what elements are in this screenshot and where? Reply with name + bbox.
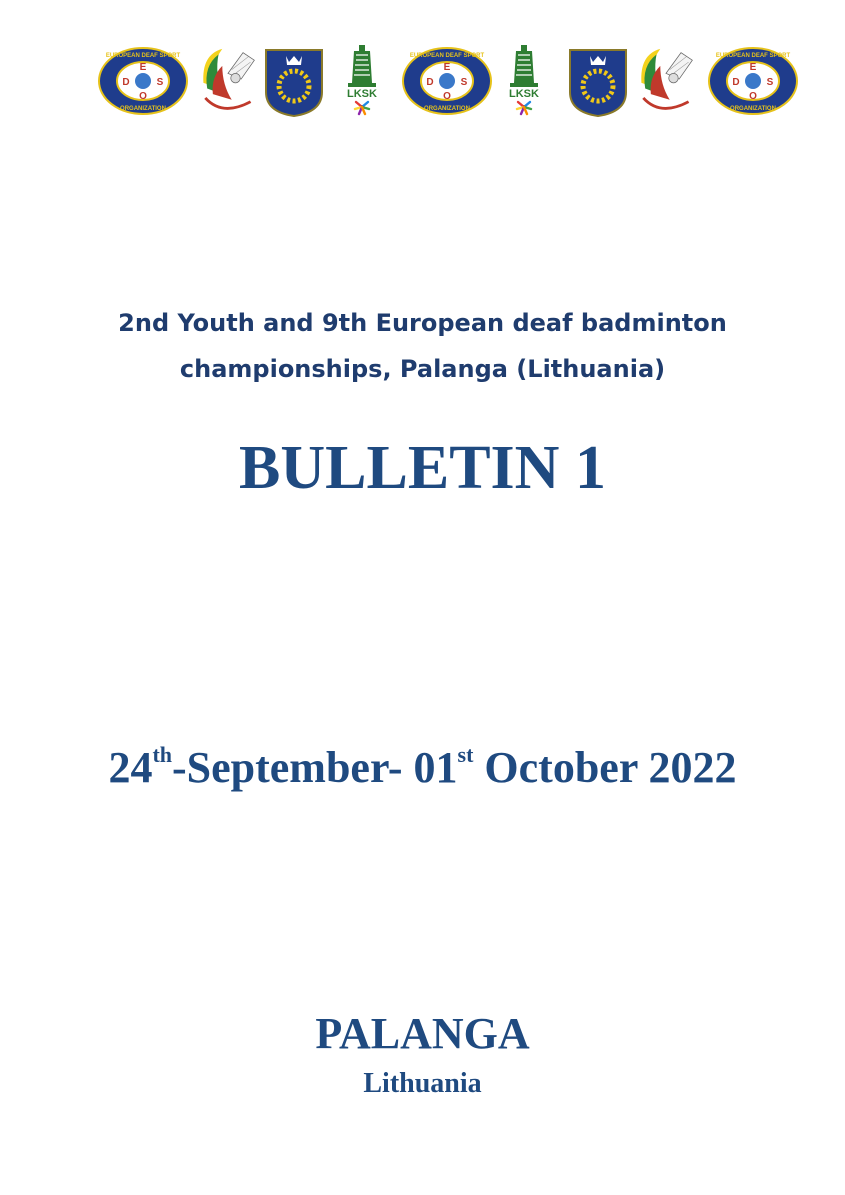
badminton-shuttle-logo (632, 44, 698, 116)
crown-shield-logo (568, 46, 628, 118)
bulletin-title: BULLETIN 1 (239, 434, 606, 502)
location-country: Lithuania (363, 1068, 482, 1099)
event-subtitle (0, 300, 845, 392)
edso-logo (402, 46, 492, 116)
subtitle-line-2: championships, Palanga (Lithuania) (179, 355, 666, 383)
edso-logo (708, 46, 798, 116)
end-day-suffix: st (457, 742, 474, 767)
start-day: 24 (108, 743, 153, 792)
event-dates (0, 738, 845, 798)
crown-shield-logo (264, 46, 324, 118)
lksk-logo (340, 42, 384, 116)
subtitle-line-1: 2nd Youth and 9th European deaf badminton (118, 309, 727, 337)
logo-strip (98, 42, 798, 120)
start-day-suffix: th (152, 742, 172, 767)
dates-middle: -September- 01 (172, 743, 458, 792)
location-city: PALANGA (315, 1009, 530, 1058)
badminton-shuttle-logo (194, 44, 260, 116)
edso-logo (98, 46, 188, 116)
lksk-logo (502, 42, 546, 116)
dates-end: October 2022 (473, 743, 737, 792)
